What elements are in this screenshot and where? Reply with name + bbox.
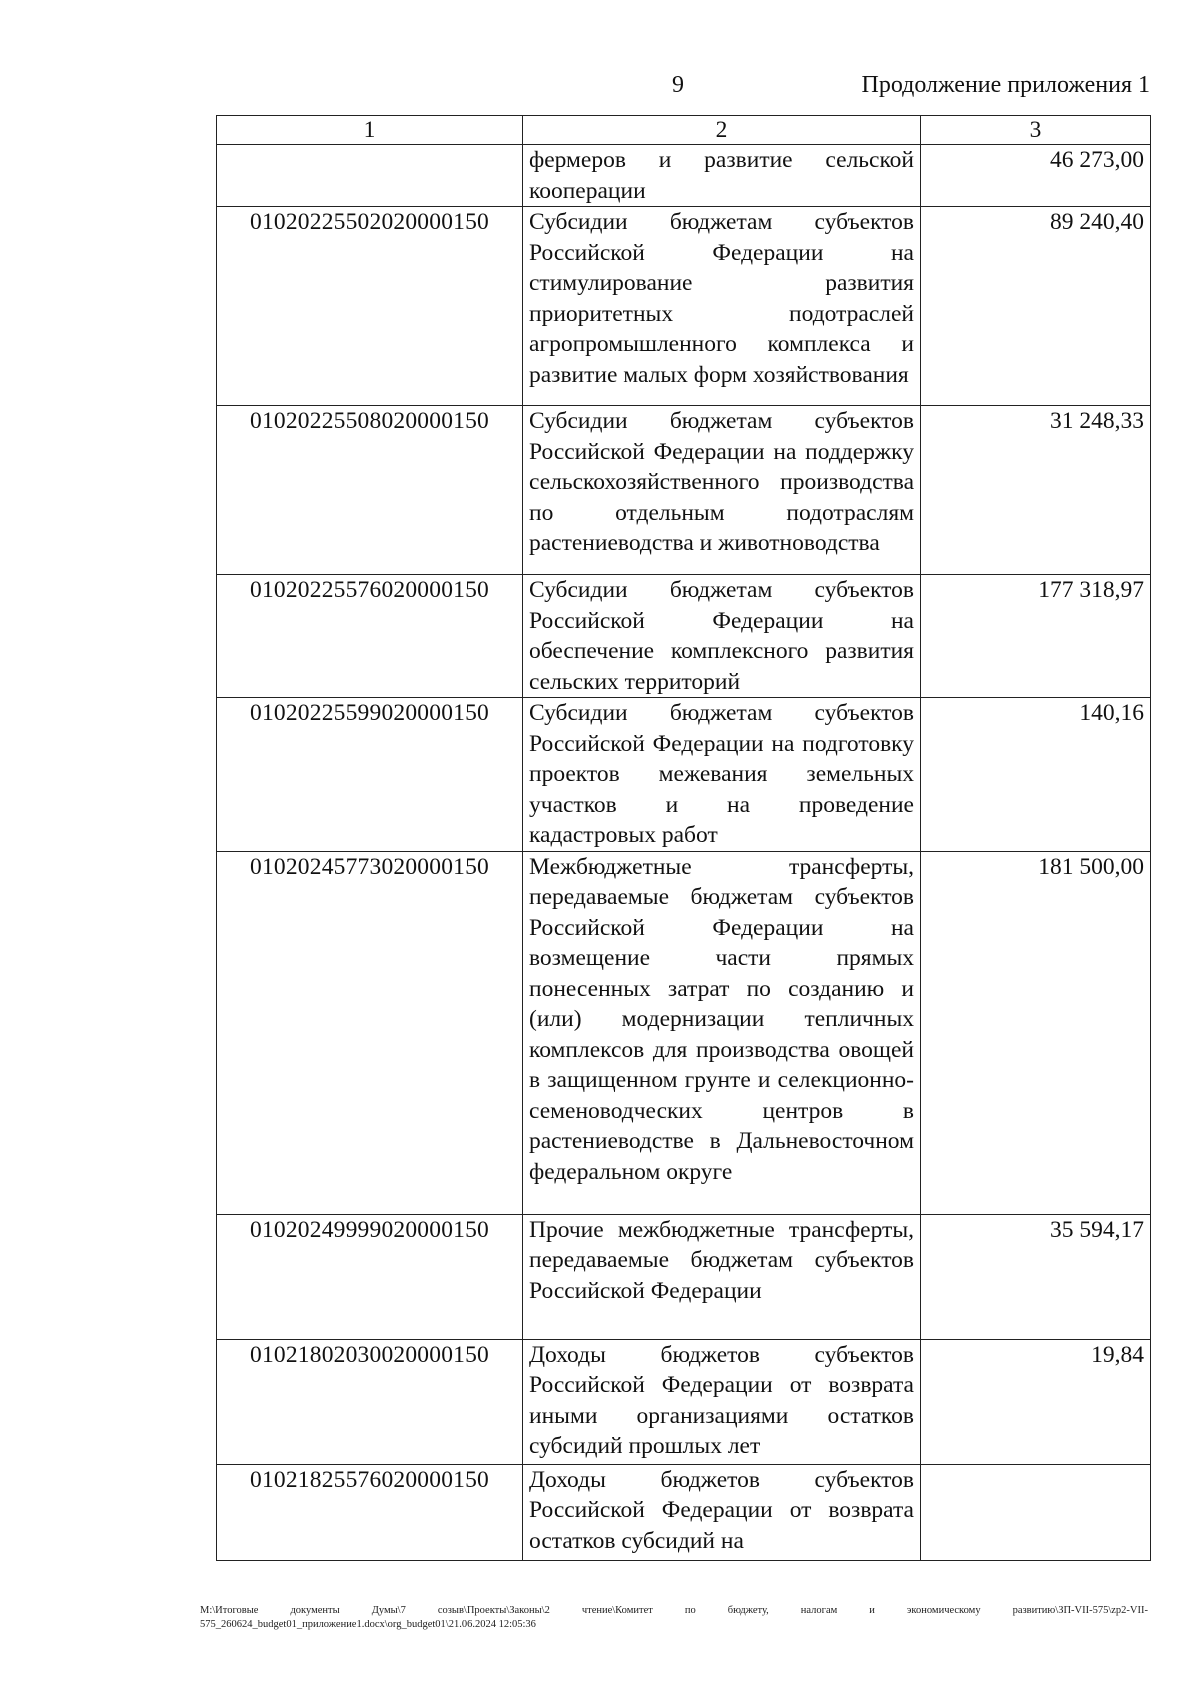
budget-code	[217, 145, 523, 207]
budget-description: Субсидии бюджетам субъектов Российской Федерации на стимулирование развития приоритетных подотраслей агропромышленного комплекса и развитие малых форм хозяйствования	[523, 207, 921, 406]
table-row	[217, 207, 1151, 406]
budget-code: 01021802030020000150	[217, 1339, 523, 1464]
column-header: 1	[217, 116, 523, 145]
budget-amount: 140,16	[921, 698, 1151, 852]
table-row	[217, 1339, 1151, 1464]
budget-code: 01020249999020000150	[217, 1214, 523, 1339]
budget-amount: 31 248,33	[921, 406, 1151, 575]
column-header: 2	[523, 116, 921, 145]
continuation-title: Продолжение приложения 1	[861, 72, 1150, 98]
budget-description: Доходы бюджетов субъектов Российской Федерации от возврата остатков субсидий на	[523, 1464, 921, 1560]
budget-amount: 19,84	[921, 1339, 1151, 1464]
budget-description: Межбюджетные трансферты, передаваемые бюджетам субъектов Российской Федерации на возмещение части прямых понесенных затрат по созданию и (или) модернизации тепличных комплексов для производства овощей в защищенном грунте и селекционно-семеноводческих центров в растениеводстве в Дальневосточном федеральном округе	[523, 851, 921, 1214]
budget-description: Субсидии бюджетам субъектов Российской Федерации на обеспечение комплексного развития сельских территорий	[523, 575, 921, 698]
budget-code: 01020225576020000150	[217, 575, 523, 698]
file-path-footer: M:\Итоговые документы Думы\7 созыв\Проекты\Законы\2 чтение\Комитет по бюджету, налогам и экономическому развитию\ЗП-VII-575\zp2-VII-575_260624_budget01_приложение1.docx\org_budget01\21.06.2024 12:05:36	[200, 1605, 1148, 1630]
table-row	[217, 851, 1151, 1214]
budget-amount: 46 273,00	[921, 145, 1151, 207]
budget-code: 01020245773020000150	[217, 851, 523, 1214]
page-number: 9	[672, 72, 684, 98]
budget-code: 01020225508020000150	[217, 406, 523, 575]
budget-description: Доходы бюджетов субъектов Российской Федерации от возврата иными организациями остатков субсидий прошлых лет	[523, 1339, 921, 1464]
budget-description: Прочие межбюджетные трансферты, передаваемые бюджетам субъектов Российской Федерации	[523, 1214, 921, 1339]
budget-amount: 177 318,97	[921, 575, 1151, 698]
budget-code: 01020225502020000150	[217, 207, 523, 406]
table-row	[217, 698, 1151, 852]
budget-description: Субсидии бюджетам субъектов Российской Федерации на поддержку сельскохозяйственного производства по отдельным подотраслям растениеводства и животноводства	[523, 406, 921, 575]
table-row	[217, 1464, 1151, 1560]
budget-amount: 181 500,00	[921, 851, 1151, 1214]
budget-description: Субсидии бюджетам субъектов Российской Федерации на подготовку проектов межевания земельных участков и на проведение кадастровых работ	[523, 698, 921, 852]
budget-amount	[921, 1464, 1151, 1560]
table-header-row	[217, 116, 1151, 145]
table-row	[217, 575, 1151, 698]
budget-code: 01020225599020000150	[217, 698, 523, 852]
table-row	[217, 1214, 1151, 1339]
budget-code: 01021825576020000150	[217, 1464, 523, 1560]
table-row	[217, 145, 1151, 207]
budget-amount: 35 594,17	[921, 1214, 1151, 1339]
column-header: 3	[921, 116, 1151, 145]
table-row	[217, 406, 1151, 575]
budget-description: фермеров и развитие сельской кооперации	[523, 145, 921, 207]
budget-amount: 89 240,40	[921, 207, 1151, 406]
budget-table	[216, 115, 1151, 1561]
